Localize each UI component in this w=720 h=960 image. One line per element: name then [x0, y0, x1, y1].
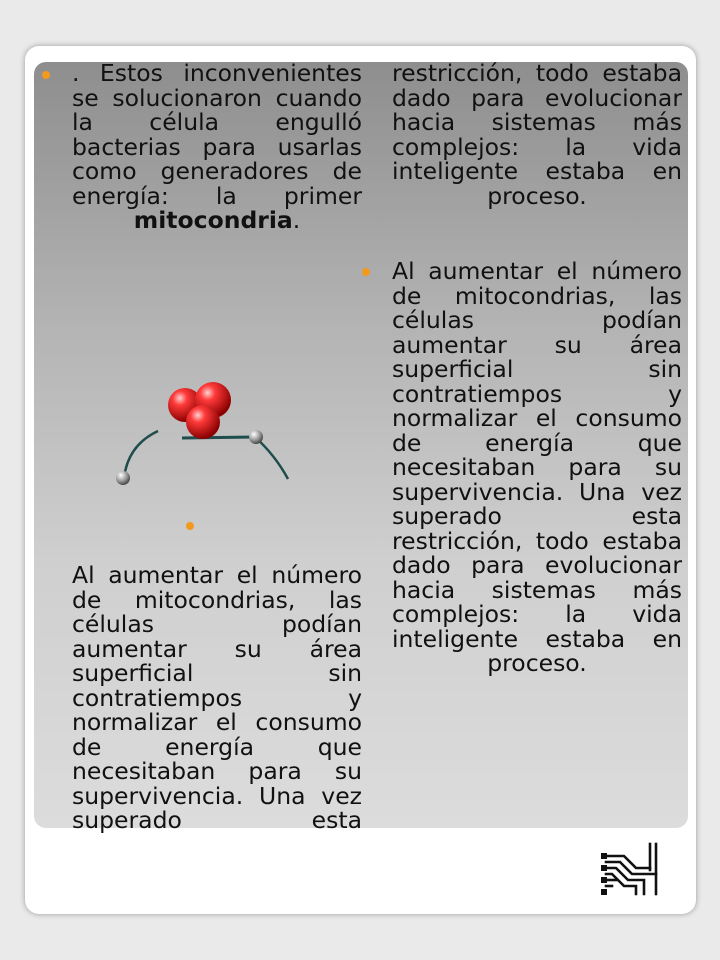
left-paragraph-2: [72, 563, 362, 833]
right-para2-text: Al aumentar el número de mitocondrias, las células podían aumentar su área superficial sin contratiempos y normalizar el consumo de energía que necesitaban para su supervivencia. Una vez superado esta restricción, todo estaba dado para evolucionar hacia sistemas más complejos: la vida inteligente estaba en: [392, 257, 682, 653]
right-paragraph-2: [392, 259, 682, 676]
mitocondria-bold: mitocondria: [133, 206, 293, 234]
right-paragraph-1: [392, 61, 682, 208]
bullet-icon: [362, 268, 370, 276]
left-paragraph-1: [72, 61, 362, 233]
left-para1-end: .: [292, 206, 301, 234]
circuit-logo-icon: [598, 838, 664, 904]
bullet-icon: [42, 71, 50, 79]
right-para1-last: proceso.: [487, 181, 587, 210]
right-para2-last: proceso.: [487, 649, 587, 677]
bullet-icon: [186, 522, 194, 530]
left-para2-text: Al aumentar el número de mitocondrias, las células podían aumentar su área superficial sin contratiempos y normalizar el consumo de energía que necesitaban para su supervivencia. Una vez superado esta: [72, 561, 362, 834]
molecule-illustration: [110, 375, 295, 490]
left-para1-text: . Estos inconvenientes se solucionaron cuando la célula engulló bacterias para usarlas como generadores de energía: la primer: [72, 59, 362, 210]
right-para1-text: restricción, todo estaba dado para evolucionar hacia sistemas más complejos: la vida inteligente estaba en: [392, 59, 682, 185]
